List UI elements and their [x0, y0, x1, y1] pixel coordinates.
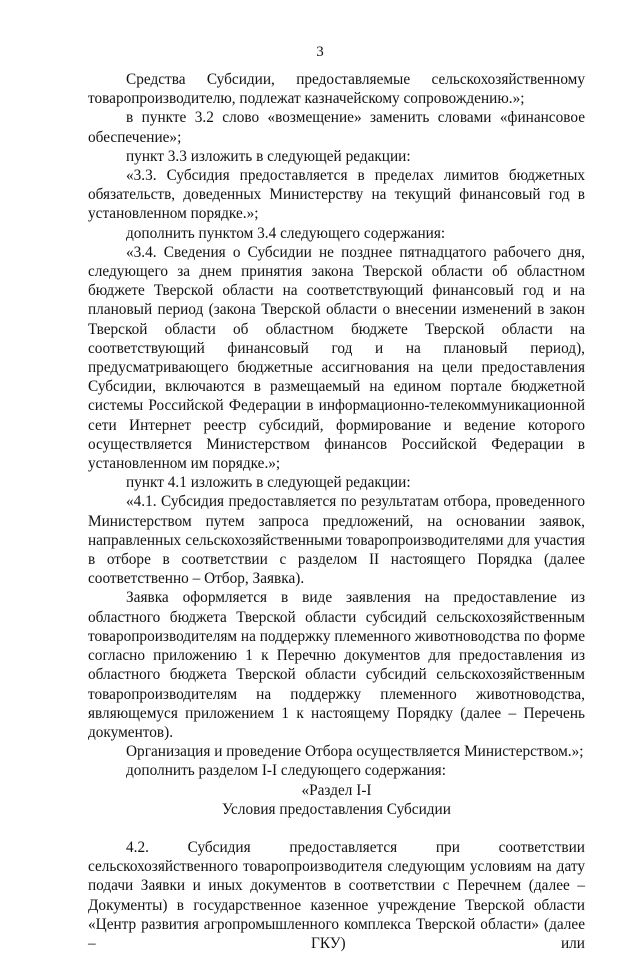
document-body — [88, 70, 585, 953]
blank-line — [88, 819, 585, 838]
paragraph: «3.3. Субсидия предоставляется в пределах лимитов бюджетных обязательств, доведенных Министерству на текущий финансовый год в установленном порядке.»; — [88, 167, 585, 223]
paragraph: дополнить пунктом 3.4 следующего содержания: — [126, 224, 446, 242]
paragraph: пункт 3.3 изложить в следующей редакции: — [126, 147, 411, 165]
paragraph: Организация и проведение Отбора осуществляется Министерством.»; — [126, 743, 584, 761]
page-number: 3 — [316, 44, 324, 60]
paragraph: пункт 4.1 изложить в следующей редакции: — [126, 474, 411, 492]
paragraph: дополнить разделом I-I следующего содержания: — [126, 762, 446, 780]
paragraph: «4.1. Субсидия предоставляется по результатам отбора, проведенного Министерством путем запроса предложений, на основании заявок, направленных сельскохозяйственными товаропроизводителями для участия в отборе в соответствии с разделом II настоящего Порядка (далее соответственно – Отбор, Заявка). — [88, 493, 585, 588]
section-title: Условия предоставления Субсидии — [222, 800, 451, 818]
paragraph: 4.2. Субсидия предоставляется при соответствии сельскохозяйственного товаропроизводителя следующим условиям на дату подачи Заявки и иных документов в соответствии с Перечнем (далее – Документы) в государственное казенное учреждение Тверской области «Центр развития агропромышленного комплекса Тверской области» (далее – ГКУ) или — [88, 838, 585, 952]
paragraph: «3.4. Сведения о Субсидии не позднее пятнадцатого рабочего дня, следующего за днем принятия закона Тверской области об областном бюджете Тверской области на соответствующий финансовый год и на плановый период (закона Тверской области о внесении изменений в закон Тверской области об областном бюджете Тверской области на соответствующий финансовый год и на плановый период), предусматривающего бюджетные ассигнования на цели предоставления Субсидии, включаются в размещаемый на едином портале бюджетной системы Российской Федерации в информационно-телекоммуникационной сети Интернет реестр субсидий, формирование и ведение которого осуществляется Министерством финансов Российской Федерации в установленном им порядке.»; — [88, 243, 585, 473]
section-number: «Раздел I-I — [301, 781, 372, 799]
paragraph: Средства Субсидии, предоставляемые сельскохозяйственному товаропроизводителю, подлежат казначейскому сопровождению.»; — [88, 71, 585, 108]
paragraph: Заявка оформляется в виде заявления на предоставление из областного бюджета Тверской области субсидий сельскохозяйственным товаропроизводителям на поддержку племенного животноводства по форме согласно приложению 1 к Перечню документов для предоставления из областного бюджета Тверской области субсидий сельскохозяйственным товаропроизводителям на поддержку племенного животноводства, являющемуся приложением 1 к настоящему Порядку (далее – Перечень документов). — [88, 589, 585, 741]
paragraph: в пункте 3.2 слово «возмещение» заменить словами «финансовое обеспечение»; — [88, 109, 585, 146]
